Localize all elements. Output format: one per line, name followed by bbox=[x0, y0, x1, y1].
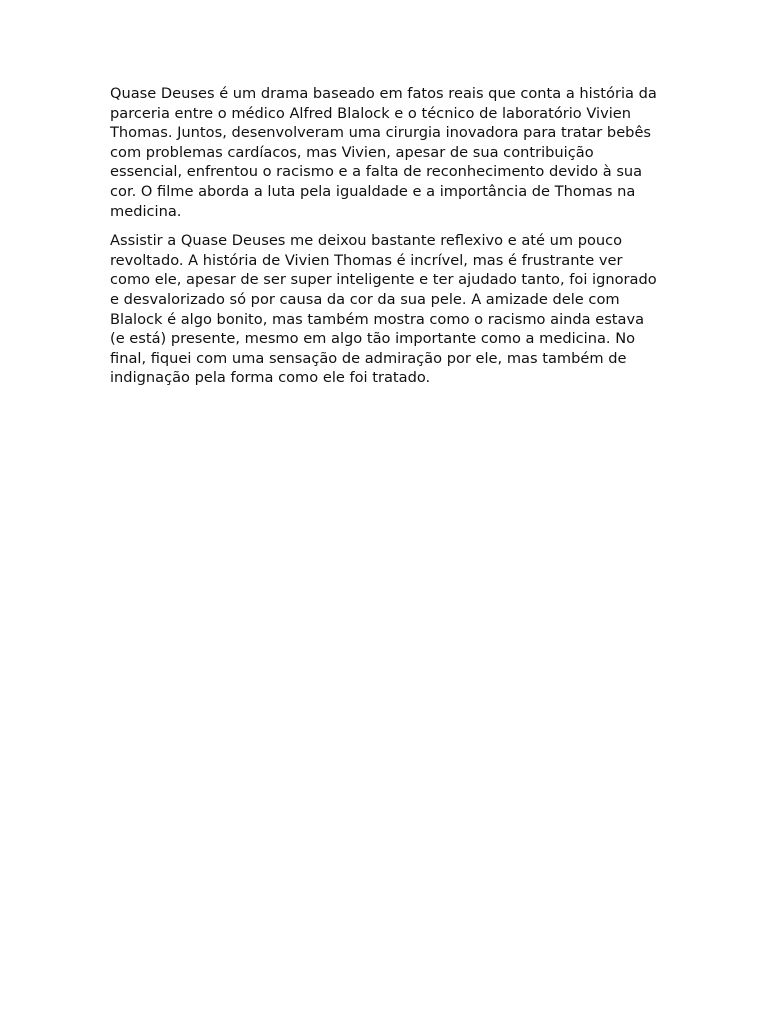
paragraph-summary: Quase Deuses é um drama baseado em fatos reais que conta a história da parceria entre o médico Alfred Blalock e o técnico de laboratório Vivien Thomas. Juntos, desenvolveram uma cirurgia inovadora para tratar bebês com problemas cardíacos, mas Vivien, apesar de sua contribuição essencial, enfrentou o racismo e a falta de reconhecimento devido à sua cor. O filme aborda a luta pela igualdade e a importância de Thomas na medicina. bbox=[110, 85, 657, 220]
document-body bbox=[110, 84, 662, 398]
paragraph-reflection: Assistir a Quase Deuses me deixou bastante reflexivo e até um pouco revoltado. A história de Vivien Thomas é incrível, mas é frustrante ver como ele, apesar de ser super inteligente e ter ajudado tanto, foi ignorado e desvalorizado só por causa da cor da sua pele. A amizade dele com Blalock é algo bonito, mas também mostra como o racismo ainda estava (e está) presente, mesmo em algo tão importante como a medicina. No final, fiquei com uma sensação de admiração por ele, mas também de indignação pela forma como ele foi tratado. bbox=[110, 232, 657, 387]
